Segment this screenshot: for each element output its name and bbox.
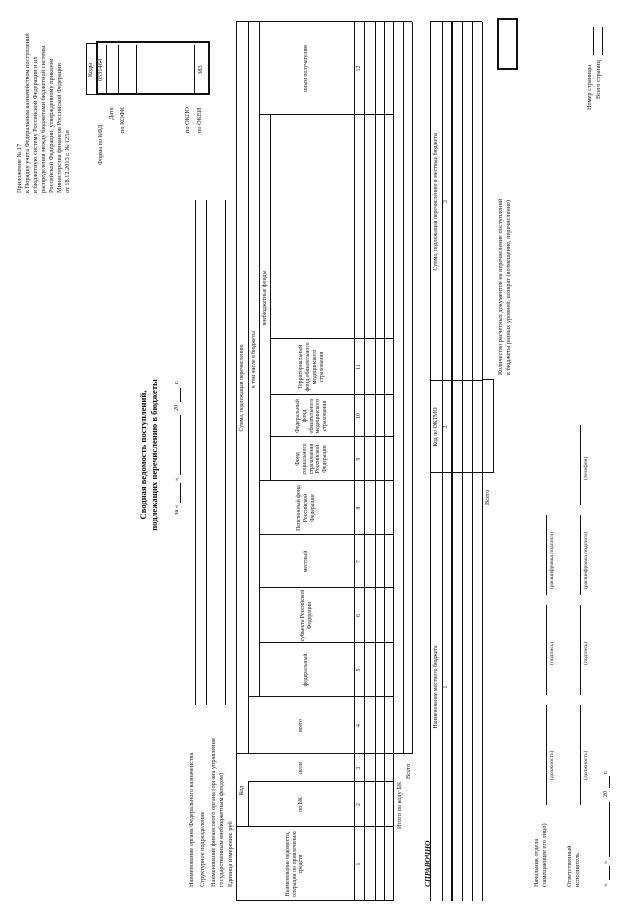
sign-date-prefix: « <box>602 883 609 887</box>
exec-signature-caption: (подпись) <box>583 641 589 665</box>
appendix-line: от 18.12.2013 г. № 125н <box>64 130 71 193</box>
chief-label-2: (замещающее его лицо) <box>541 823 548 887</box>
col-number: 6 <box>355 614 362 617</box>
sign-date-year: 20 <box>602 790 609 797</box>
appendix-line: Приложение № 17 <box>16 143 23 193</box>
col-number: 12 <box>355 65 362 72</box>
exec-label-2: исполнитель <box>574 852 581 887</box>
okpo-label: по ОКПО <box>184 107 191 133</box>
exec-phone-caption: (телефон) <box>583 456 589 480</box>
header-goal: цели <box>297 762 304 774</box>
title-line-1: Сводная ведомость поступлений, <box>138 390 148 520</box>
header-bk: по БК <box>297 797 304 812</box>
header-extra: внебюджетные фонды <box>261 270 268 326</box>
ref-total-label: Всего <box>484 489 491 505</box>
page-number-label: Номер страницы <box>586 65 593 110</box>
header-including: в том числе в бюджеты <box>250 330 257 389</box>
total-by-bk-label: Итого по коду БК <box>396 781 403 829</box>
division-label: Структурное подразделение <box>199 811 206 887</box>
unit-label: Единица измерения: руб <box>227 821 234 887</box>
col-number: 1 <box>355 862 362 866</box>
appendix-line: к Порядку учета Федеральным казначейством поступлений <box>24 33 31 193</box>
form-code-value: 0531464 <box>97 58 104 82</box>
ref-header-sum-local: Сумма, подлежащая перечислению в местные бюджеты <box>433 132 440 271</box>
ref-col-number: 2 <box>443 425 450 429</box>
form-code-label: Форма по КФД <box>97 124 104 165</box>
date-prefix: за « <box>173 504 180 515</box>
ref-col-number: 1 <box>443 685 450 689</box>
appendix-line: распределения между бюджетами бюджетной системы <box>40 45 47 193</box>
appendix-line: Министерства финансов Российской Федерации <box>56 63 63 193</box>
fk-label: Наименование органа Федерального казначейства <box>188 752 195 887</box>
chief-position-caption: (должность) <box>549 750 555 780</box>
sign-date-suffix: г. <box>602 770 609 774</box>
header-other: иным получателям <box>303 45 310 92</box>
okei-code-value: 383 <box>197 65 204 75</box>
docs-count-box[interactable] <box>497 18 518 70</box>
chief-signature-caption: (подпись) <box>549 641 555 665</box>
col-number: 10 <box>355 413 362 419</box>
header-local: местный <box>303 550 310 573</box>
col-number: 5 <box>355 668 362 672</box>
date-mid: » <box>173 477 180 481</box>
docs-count-line-2: в бюджеты разных уровней, возврат (возмещение, перечисление) <box>505 200 512 375</box>
header-extra-spacer <box>272 115 352 339</box>
col-number: 2 <box>355 803 362 806</box>
fin-label-2: государственным внебюджетным фондом) <box>218 773 225 887</box>
okei-label: по ОКЕИ <box>196 107 203 133</box>
header-fed-med: Федеральный фонд обязательного медицинского страхования <box>294 398 329 434</box>
codes-header: Коды <box>87 62 94 78</box>
chief-decode-caption: (расшифровка подписи) <box>549 531 555 589</box>
sign-date-mid: » <box>602 860 609 864</box>
header-sum: Сумма, подлежащая перечислению <box>239 344 246 432</box>
ref-col-number: 3 <box>443 200 450 203</box>
header-social: Фонд социального страхования Российской Федерации <box>294 443 329 475</box>
col-number: 8 <box>355 506 362 510</box>
docs-count-line-1: Количество расчетных документов на перечисление поступлений <box>497 198 504 375</box>
header-name: Наименование ведомости, операции по привлечению средств <box>284 831 305 897</box>
fin-label-1: Наименование финансового органа (органа управления <box>210 738 217 887</box>
col-number: 9 <box>355 457 362 461</box>
ref-header-local-name: Наименование местного бюджета <box>433 645 440 729</box>
ref-header-oktmo: Код по ОКТМО <box>433 407 440 447</box>
exec-label-1: Ответственный <box>566 845 573 887</box>
header-pension: Пенсионный фонд Российской Федерации <box>296 485 316 531</box>
title-line-2: подлежащих перечислению в бюджеты <box>149 379 159 531</box>
date-suffix: г. <box>173 380 180 384</box>
kofk-label: по КОФК <box>119 107 126 133</box>
reference-heading: СПРАВОЧНО <box>423 840 432 887</box>
header-total: всего <box>297 718 304 733</box>
chief-label-1: Начальник отдела <box>533 838 540 887</box>
header-code: Код <box>239 785 246 796</box>
col-number: 3 <box>355 766 362 770</box>
exec-position-caption: (должность) <box>583 750 589 780</box>
header-federal: федеральный <box>303 653 310 687</box>
col-number: 11 <box>355 364 362 370</box>
appendix-line: в бюджетную систему Российской Федерации и их <box>32 56 39 193</box>
date-label: Дата <box>108 107 115 120</box>
total-pages-label: Всего страниц <box>595 60 602 99</box>
date-year-prefix: 20 <box>173 404 180 411</box>
appendix-line: Российской Федерации, утвержденному приказом <box>48 58 55 193</box>
total-label: Всего <box>405 763 412 779</box>
col-number: 7 <box>355 560 362 563</box>
header-terr-med: Территориальный фонд обязательного медицинского страхования <box>298 342 325 392</box>
col-number: 4 <box>355 724 362 727</box>
exec-decode-caption: (расшифровка подписи) <box>583 531 589 589</box>
header-subject: субъекта Российской Федерации <box>299 589 313 642</box>
